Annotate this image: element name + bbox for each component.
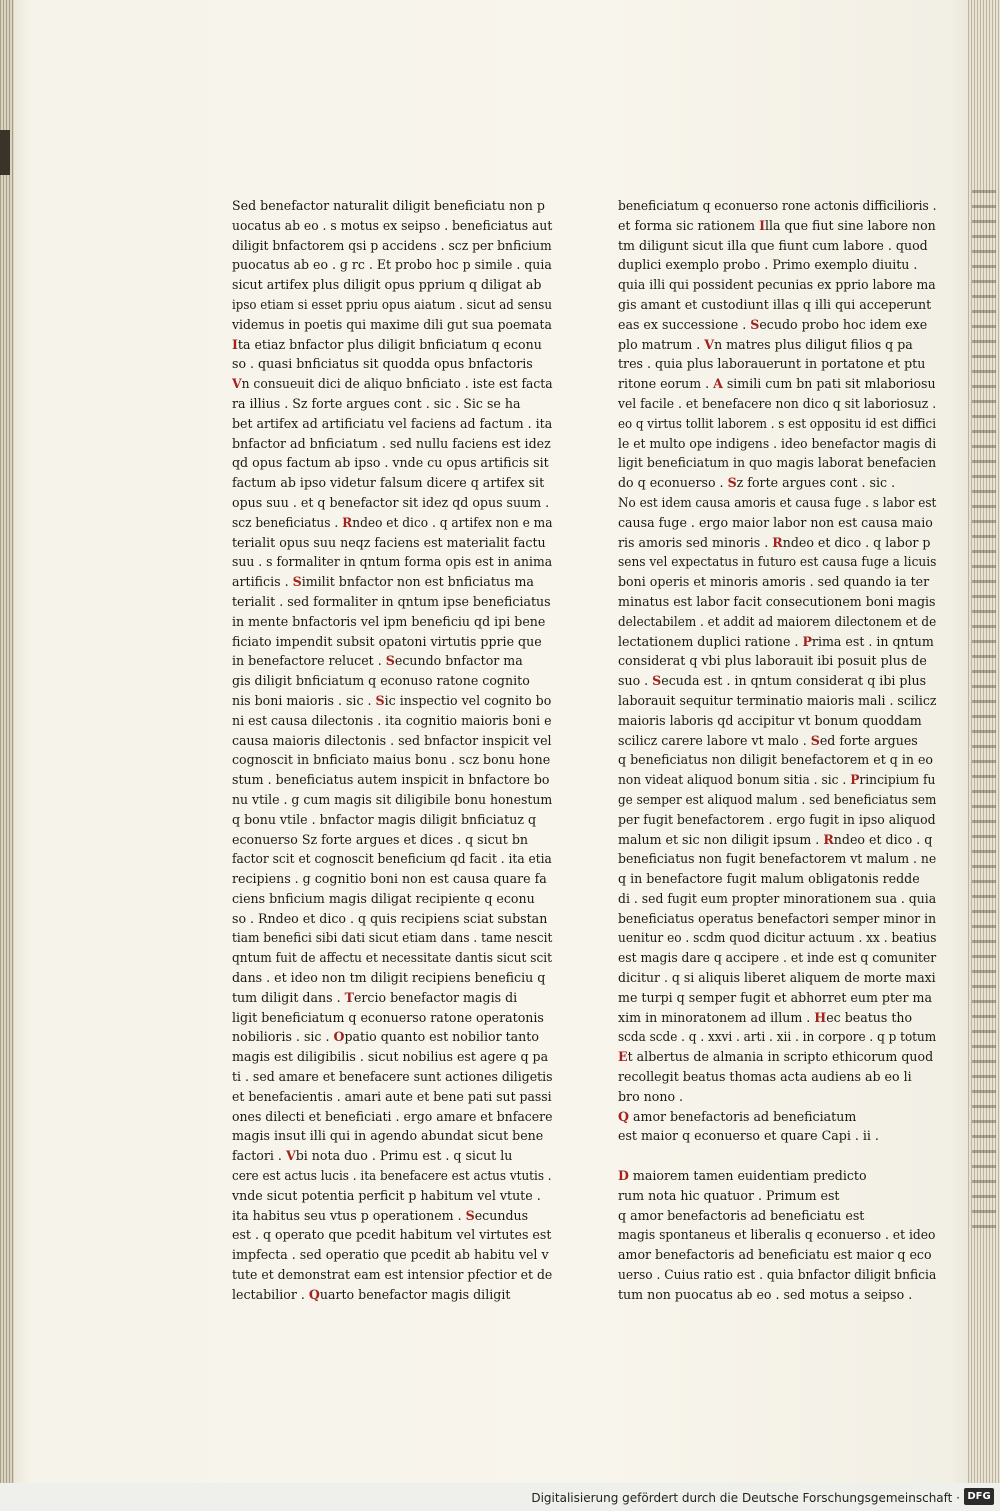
text-line: in benefactore relucet . Secundo bnfactor ma [232,653,523,669]
rubric-initial: D [618,1168,629,1184]
rubric-initial: E [618,1049,628,1065]
text-line: puocatus ab eo . g rc . Et probo hoc p simile . quia [232,257,552,273]
text-line: sicut artifex plus diligit opus pprium q diligat ab [232,277,542,293]
text-line: tm diligunt sicut illa que fiunt cum labore . quod [618,237,928,253]
text-line: bet artifex ad artificiatu vel faciens ad factum . ita [232,415,553,431]
text-line: lectabilior . Quarto benefactor magis diligit [232,1286,511,1302]
rubric-initial: S [375,692,385,708]
text-line: boni operis et minoris amoris . sed quando ia ter [618,574,930,590]
rubric-initial: I [232,336,238,352]
rubric-initial: H [814,1009,827,1025]
text-line: sens vel expectatus in futuro est causa fuge a licuis [618,554,937,570]
text-line: est . q operato que pcedit habitum vel virtutes est [232,1227,552,1243]
text-line: causa fuge . ergo maior labor non est causa maio [618,514,933,530]
text-line: Sed benefactor naturalit diligit beneficiatu non p [232,198,545,213]
text-line: so . Rndeo et dico . q quis recipiens sciat substan [232,910,548,926]
text-line: impfecta . sed operatio que pcedit ab habitu vel v [232,1247,549,1263]
text-line: beneficiatus operatus benefactori semper minor in [618,910,937,926]
rubric-initial: Q [618,1108,629,1124]
text-line: xim in minoratonem ad illum . Hec beatus tho [618,1009,913,1025]
text-line: gis amant et custodiunt illas q illi qui acceperunt [618,296,932,312]
right-text-column [618,196,936,1305]
text-line: rum nota hic quatuor . Primum est [618,1187,840,1203]
text-line: duplici exemplo probo . Primo exemplo diuitu . [618,257,918,273]
text-line: bnfactor ad bnficiatum . sed nullu faciens est idez [232,435,551,451]
text-line: plo matrum . Vn matres plus diligut filios q pa [618,336,913,352]
text-line: me turpi q semper fugit et abhorret eum pter ma [618,989,932,1005]
text-line: scda scde . q . xxvi . arti . xii . in corpore . q p totum [618,1029,937,1045]
binding-tab [0,130,10,175]
rubric-initial: R [823,831,834,847]
text-line: magis est diligibilis . sicut nobilius est agere q pa [232,1049,549,1065]
rubric-initial: R [342,514,353,530]
text-line: ti . sed amare et benefacere sunt actiones diligetis [232,1069,553,1085]
rubric-initial: V [232,376,242,392]
rubric-initial: P [850,772,860,788]
rubric-initial: V [285,1148,296,1164]
text-line: ris amoris sed minoris . Rndeo et dico . q labor p [618,534,931,550]
text-line: non videat aliquod bonum sitia . sic . Principium fu [618,772,936,788]
text-line: q in benefactore fugit malum obligatonis redde [618,871,920,887]
text-line: Et albertus de almania in scripto ethicorum quod [618,1049,934,1065]
text-line: videmus in poetis qui maxime dili gut sua poemata [232,316,552,332]
rubric-initial: P [802,633,812,649]
text-line: Q amor benefactoris ad beneficiatum [618,1108,857,1124]
text-line: factum ab ipso videtur falsum dicere q artifex sit [232,475,545,491]
text-line: opus suu . et q benefactor sit idez qd opus suum . [232,494,550,510]
text-line: ni est causa dilectonis . ita cognitio maioris boni e [232,712,552,728]
text-line: magis insut illi qui in agendo abundat sicut bene [232,1128,544,1144]
text-line: considerat q vbi plus laborauit ibi posuit plus de [618,653,927,669]
text-line: nobilioris . sic . Opatio quanto est nobilior tanto [232,1029,539,1045]
text-line: tum diligit dans . Tercio benefactor magis di [232,989,518,1005]
text-line: ra illius . Sz forte argues cont . sic . Sic se ha [232,395,521,411]
text-line: di . sed fugit eum propter minorationem sua . quia [618,890,937,906]
text-line: est magis dare q accipere . et inde est q comuniter [618,950,937,966]
text-line: No est idem causa amoris et causa fuge . s labor est [618,494,937,510]
text-line: in mente bnfactoris vel ipm beneficiu qd ipi bene [232,613,546,629]
text-line: cere est actus lucis . ita benefacere est actus vtutis . [232,1168,552,1184]
text-line: tum non puocatus ab eo . sed motus a seipso . [618,1286,913,1302]
text-line: delectabilem . et addit ad maiorem dilectonem et de [618,613,937,629]
text-line: so . quasi bnficiatus sit quodda opus bnfactoris [232,356,533,372]
text-line: ciens bnficium magis diligat recipiente q econu [232,890,535,906]
text-line: ligit beneficiatum in quo magis laborat benefacien [618,455,937,471]
text-line: vnde sicut potentia perficit p habitum vel vtute . [232,1187,541,1203]
text-line: ge semper est aliquod malum . sed beneficiatus sem [618,791,937,807]
left-text-column [232,196,552,1305]
text-line: artificis . Similit bnfactor non est bnficiatus ma [232,574,534,590]
text-line: per fugit benefactorem . ergo fugit in ipso aliquod [618,811,936,827]
text-line: stum . beneficiatus autem inspicit in bnfactore bo [232,772,550,788]
text-line: econuerso Sz forte argues et dices . q sicut bn [232,831,529,847]
dfg-logo: DFG [964,1488,994,1505]
text-line: Vn consueuit dici de aliquo bnficiato . iste est facta [232,376,553,392]
rubric-initial: S [652,673,662,689]
text-line: maioris laboris qd accipitur vt bonum quoddam [618,712,922,728]
text-line: quia illi qui possident pecunias ex pprio labore ma [618,277,936,293]
text-line: tute et demonstrat eam est intensior pfectior et de [232,1267,553,1283]
text-line: scz beneficiatus . Rndeo et dico . q artifex non e ma [232,514,553,530]
text-line: dans . et ideo non tm diligit recipiens beneficiu q [232,970,546,986]
text-line: q beneficiatus non diligit benefactorem et q in eo [618,752,933,768]
text-line: cognoscit in bnficiato maius bonu . scz bonu hone [232,752,551,768]
bleed-through-text [972,190,996,1240]
footer-bar [0,1483,1000,1511]
text-line: beneficiatus non fugit benefactorem vt malum . ne [618,851,937,867]
text-line: ones dilecti et beneficiati . ergo amare et bnfacere [232,1108,553,1124]
text-line: est maior q econuerso et quare Capi . ii . [618,1128,879,1144]
text-line: lectationem duplici ratione . Prima est . in qntum [618,633,934,649]
text-line: minatus est labor facit consecutionem boni magis [618,593,936,609]
rubric-initial: Q [308,1286,320,1302]
rubric-initial: A [713,376,723,392]
rubric-initial: O [333,1029,345,1045]
text-line: scilicz carere labore vt malo . Sed forte argues [618,732,918,748]
text-line: ligit beneficiatum q econuerso ratone operatonis [232,1009,544,1025]
text-line: suo . Secuda est . in qntum considerat q ibi plus [618,673,927,689]
text-line: le et multo ope indigens . ideo benefactor magis di [618,435,937,451]
text-line: magis spontaneus et liberalis q econuerso . et ideo [618,1227,936,1243]
text-line: tiam benefici sibi dati sicut etiam dans . tame nescit [232,930,553,946]
text-line: q bonu vtile . bnfactor magis diligit bnficiatuz q [232,811,537,827]
text-line: et benefacientis . amari aute et bene pati sut passi [232,1088,552,1104]
text-line: uenitur eo . scdm quod dicitur actuum . xx . beatius [618,930,937,946]
text-line: eo q virtus tollit laborem . s est oppositu id est diffici [618,415,936,431]
rubric-initial: I [759,217,765,233]
rubric-initial: S [292,574,302,590]
rubric-initial: S [750,316,760,332]
text-line: terialit . sed formaliter in qntum ipse beneficiatus [232,593,551,609]
text-line: beneficiatum q econuerso rone actonis difficilioris . [618,198,937,213]
text-line: qd opus factum ab ipso . vnde cu opus artificis sit [232,455,549,471]
text-line: factor scit et cognoscit beneficium qd facit . ita etia [232,851,552,867]
text-line: suu . s formaliter in qntum forma opis est in anima [232,554,553,570]
rubric-initial: S [385,653,395,669]
text-line: bro nono . [618,1088,684,1104]
rubric-initial: V [704,336,715,352]
text-line: factori . Vbi nota duo . Primu est . q sicut lu [232,1148,513,1164]
text-line: gis diligit bnficiatum q econuso ratone cognito [232,673,530,689]
text-line [618,1146,936,1166]
text-line: recollegit beatus thomas acta audiens ab eo li [618,1069,912,1085]
text-line: ipso etiam si esset ppriu opus aiatum . sicut ad sensu [232,296,552,312]
text-line: uocatus ab eo . s motus ex seipso . beneficiatus aut [232,217,553,233]
text-line: uerso . Cuius ratio est . quia bnfactor diligit bnficia [618,1267,937,1283]
text-line: D maiorem tamen euidentiam predicto [618,1168,867,1184]
text-line: ita habitus seu vtus p operationem . Secundus [232,1207,529,1223]
text-line: qntum fuit de affectu et necessitate dantis sicut scit [232,950,553,966]
text-line: ficiato impendit subsit opatoni virtutis pprie que [232,633,542,649]
text-line: tres . quia plus laborauerunt in portatone et ptu [618,356,926,372]
text-line: recipiens . g cognitio boni non est causa quare fa [232,871,547,887]
text-line: nis boni maioris . sic . Sic inspectio vel cognito bo [232,692,552,708]
rubric-initial: S [727,475,737,491]
rubric-initial: R [772,534,783,550]
text-line: vel facile . et benefacere non dico q sit laboriosuz . [618,395,937,411]
text-line: dicitur . q si aliquis liberet aliquem de morte maxi [618,970,936,986]
text-line: ritone eorum . A simili cum bn pati sit mlaboriosu [618,376,936,392]
right-page-stack [968,0,1000,1483]
text-line: amor benefactoris ad beneficiatu est maior q eco [618,1247,932,1263]
text-line: et forma sic rationem Illa que fiut sine labore non [618,217,936,233]
text-line: diligit bnfactorem qsi p accidens . scz per bnficium [232,237,552,253]
text-line: do q econuerso . Sz forte argues cont . sic . [618,475,896,491]
rubric-initial: T [344,989,354,1005]
text-line: nu vtile . g cum magis sit diligibile bonu honestum [232,791,553,807]
text-line: terialit opus suu neqz faciens est materialit factu [232,534,546,550]
text-line: causa maioris dilectonis . sed bnfactor inspicit vel [232,732,552,748]
text-line: q amor benefactoris ad beneficiatu est [618,1207,865,1223]
text-line: Ita etiaz bnfactor plus diligit bnficiatum q econu [232,336,542,352]
left-page-edges [0,0,14,1483]
text-line: eas ex successione . Secudo probo hoc idem exe [618,316,928,332]
text-line: laborauit sequitur terminatio maioris mali . scilicz [618,692,937,708]
rubric-initial: S [810,732,820,748]
rubric-initial: S [465,1207,475,1223]
text-line: malum et sic non diligit ipsum . Rndeo et dico . q [618,831,933,847]
footer-credit: Digitalisierung gefördert durch die Deutsche Forschungsgemeinschaft · [531,1491,960,1505]
